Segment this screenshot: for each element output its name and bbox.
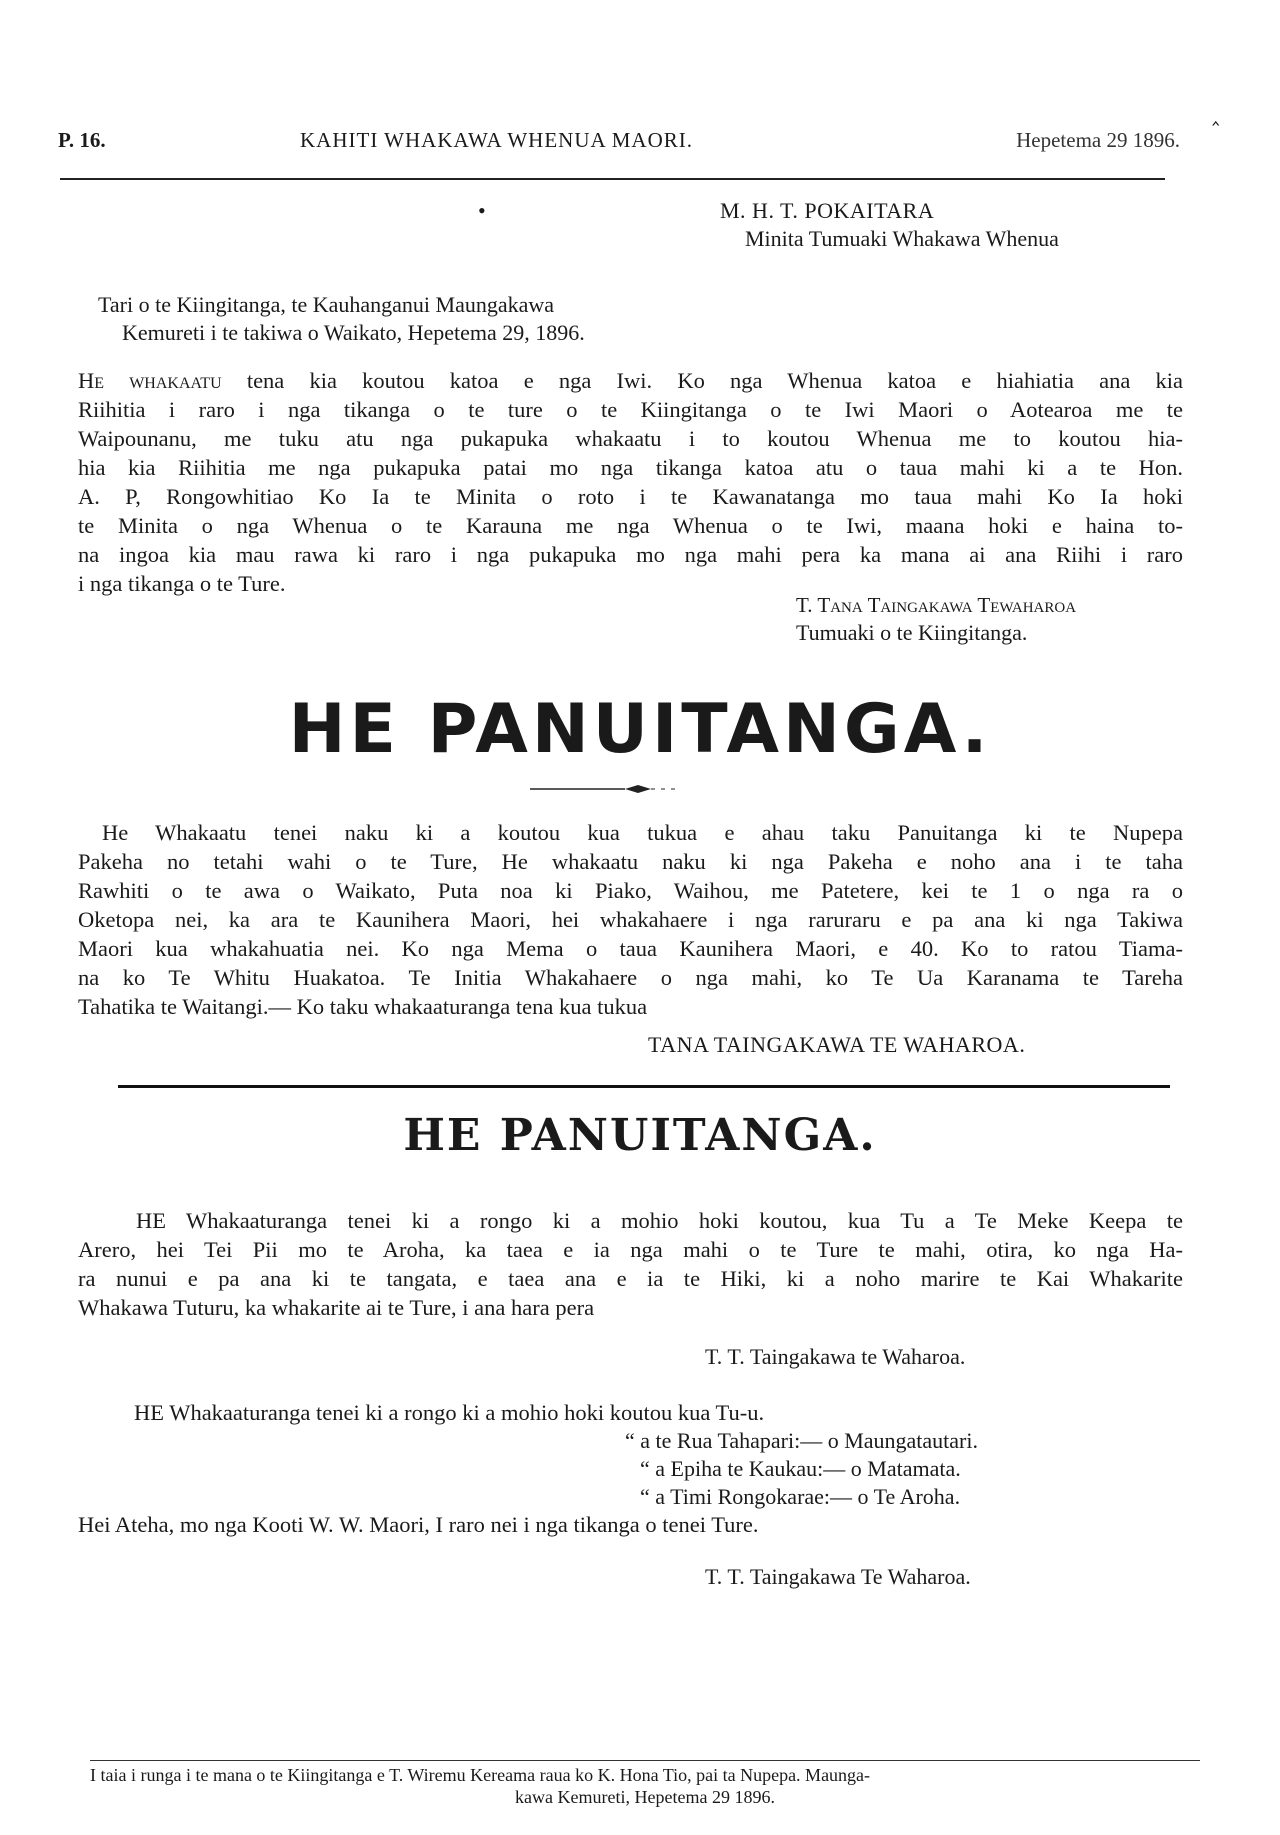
publication-title: KAHITI WHAKAWA WHENUA MAORI. (300, 128, 694, 152)
heading-panuitanga-1: HE PANUITANGA. (288, 690, 992, 769)
notice1-signature-name: T. Tana Taingakawa Tewaharoa (796, 593, 1077, 617)
notice4-item-3: “ a Timi Rongokarae:— o Te Aroha. (640, 1484, 961, 1509)
imprint-line-1: I taia i runga i te mana o te Kiingitanga e T. Wiremu Kereama raua ko K. Hona Tio, pai ta Nupepa. Maunga- (90, 1765, 871, 1785)
notice4-closing: Hei Ateha, mo nga Kooti W. W. Maori, I raro nei i nga tikanga o tenei Ture. (78, 1512, 759, 1537)
ornament-divider (530, 784, 760, 794)
notice3-signature: T. T. Taingakawa te Waharoa. (705, 1344, 966, 1369)
heading-panuitanga-2: HE PANUITANGA. (403, 1110, 877, 1161)
signatory-role: Minita Tumuaki Whakawa Whenua (745, 226, 1059, 251)
footer-rule (90, 1760, 1200, 1761)
section-rule (118, 1085, 1170, 1088)
notice2-signature: TANA TAINGAKAWA TE WAHAROA. (648, 1032, 1026, 1057)
notice4-item-2: “ a Epiha te Kaukau:— o Matamata. (640, 1456, 961, 1481)
imprint-line-2: kawa Kemureti, Hepetema 29 1896. (515, 1787, 775, 1807)
notice-appointment-paragraph: HE Whakaaturanga tenei ki a rongo ki a mohio hoki koutou, kua Tu a Te Meke Keepa te Arero, hei Tei Pii mo te Aroha, ka taea e ia nga mahi o te Ture te mahi, otira, ko nga Ha- ra nunui e pa ana ki te tangata, e taea ana e ia te Hiki, ki a noho marire te Kai Whakarite Whakawa Tuturu, ka whakarite ai te Ture, i ana hara pera (78, 1208, 1183, 1320)
publication-date: Hepetema 29 1896. (1016, 128, 1180, 152)
corner-mark: ‸ (1212, 100, 1220, 125)
notice1-signature-role: Tumuaki o te Kiingitanga. (796, 620, 1028, 645)
stray-dot: • (478, 198, 486, 223)
notice4-item-1: “ a te Rua Tahapari:— o Maungatautari. (625, 1428, 978, 1453)
notice-council-paragraph: He Whakaatu tenei naku ki a koutou kua tukua e ahau taku Panuitanga ki te Nupepa Pakeha no tetahi wahi o te Ture, He whakaatu naku ki nga Pakeha e noho ana i te taha Rawhiti o te awa o Waikato, Puta noa ki Piako, Waihou, me Patetere, kei te 1 o nga ra o Oketopa nei, ka ara te Kaunihera Maori, hei whakahaere i nga raruraru e pa ana ki nga Takiwa Maori kua whakahuatia nei. Ko nga Mema o taua Kaunihera Maori, e 40. Ko to ratou Tiama- na ko Te Whitu Huakatoa. Te Initia Whakahaere o nga mahi, ko Te Ua Karanama te Tareha Tahatika te Waitangi.— Ko taku whakaaturanga tena kua tukua (78, 820, 1183, 1019)
notice-lead: He whakaatu (78, 368, 222, 393)
address-line-2: Kemureti i te takiwa o Waikato, Hepetema 29, 1896. (122, 320, 585, 345)
notice4-signature: T. T. Taingakawa Te Waharoa. (705, 1564, 971, 1589)
notice-leasing-paragraph: He whakaatu tena kia koutou katoa e nga Iwi. Ko nga Whenua katoa e hiahiatia ana kia Riihitia i raro i nga tikanga o te ture o te Kiingitanga o te Iwi Maori o Aotearoa me te Waipounanu, me tuku atu nga pukapuka whakaatu i to koutou Whenua me to koutou hia- hia kia Riihitia me nga pukapuka patai mo nga tikanga katoa atu o taua mahi ki a te Hon. A. P, Rongowhitiao Ko Ia te Minita o roto i te Kawanatanga mo taua mahi Ko Ia hoki te Minita o nga Whenua o te Karauna me nga Whenua o te Iwi, maana hoki e haina to- na ingoa kia mau rawa ki raro i nga pukapuka mo nga mahi pera ka mana ai ana Riihi i raro i nga tikanga o te Ture. (78, 368, 1183, 596)
printer-imprint (90, 1764, 1200, 1808)
header-rule (60, 178, 1165, 180)
notice4-intro: HE Whakaaturanga tenei ki a rongo ki a mohio hoki koutou kua Tu-u. (134, 1400, 765, 1425)
signatory-name: M. H. T. POKAITARA (720, 198, 935, 223)
page-number: P. 16. (58, 128, 106, 152)
address-line-1: Tari o te Kiingitanga, te Kauhanganui Maungakawa (98, 292, 555, 317)
